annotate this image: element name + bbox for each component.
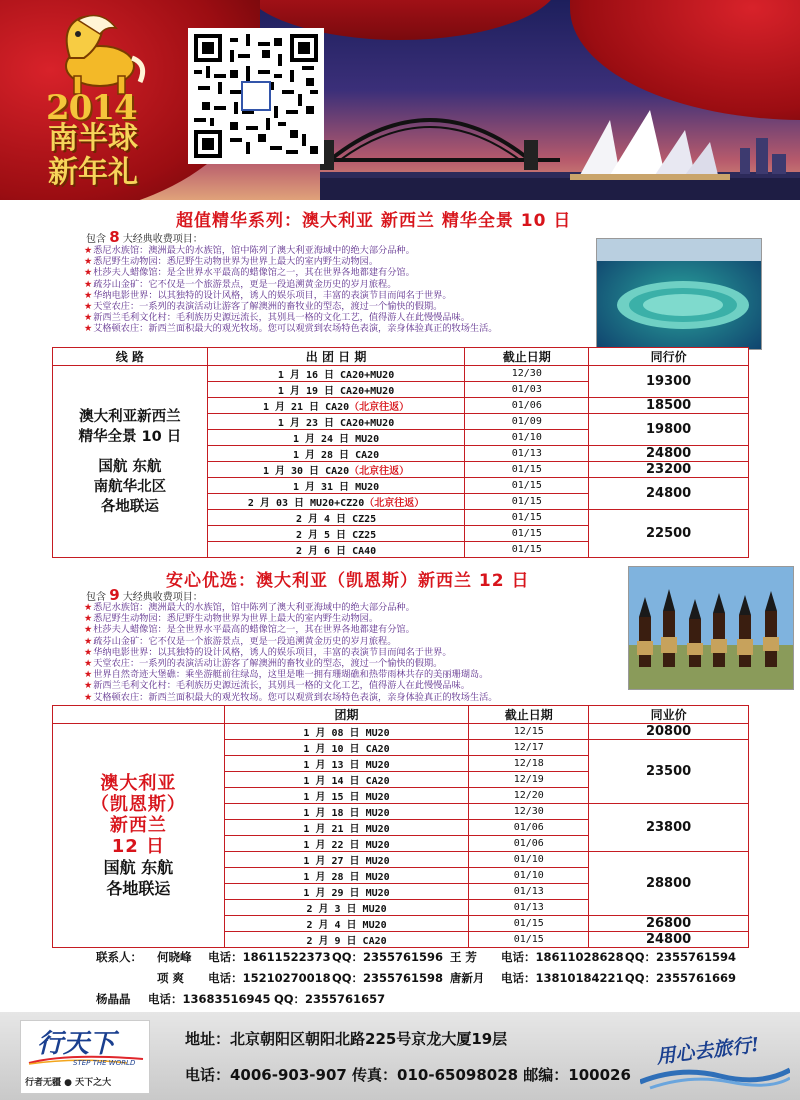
star-icon: ★ [84,278,93,290]
includes-count: 9 [109,586,120,604]
feature-item [84,680,498,691]
star-icon: ★ [84,301,93,313]
departure-cell [207,382,465,398]
feature-text: 艾格顿农庄：新西兰面积最大的观光牧场。您可以观赏到农场特色表演，亲身体验真正的牧场生活。 [93,691,498,703]
column-header-departure: 团期 [224,706,469,724]
price-cell: 26800 [589,916,749,932]
section1-title: 超值精华系列：澳大利亚 新西兰 精华全景 10 日 [176,211,572,231]
departure-cell: 1 月 14 日 CA20 [224,772,469,788]
contact-qq: QQ：2355761657 [274,992,386,1006]
departure-note: （北京往返） [349,466,410,477]
reef-photo [596,238,762,350]
feature-item [84,256,498,267]
feature-item [84,613,498,624]
column-header-route: 线 路 [53,348,208,366]
departure-cell: 1 月 28 日 MU20 [224,868,469,884]
departure-cell: 1 月 15 日 MU20 [224,788,469,804]
route-text: 各地联运 [106,878,171,898]
feature-text: 悉尼野生动物园：悉尼野生动物世界为世界上最大的室内野生动物园。 [93,613,379,625]
deadline-cell: 01/10 [469,868,589,884]
feature-text: 新西兰毛利文化村：毛利族历史源远流长，其别具一格的文化工艺，值得游人在此慢慢品味。 [93,680,470,692]
contact-phone: 电话：18611522373 [208,950,331,964]
feature-text: 天堂农庄：一系列的表演活动让游客了解澳洲的畜牧业的型态，渡过一个愉快的假期。 [93,301,443,313]
star-icon: ★ [84,323,93,335]
contact-name: 杨晶晶 [96,992,131,1006]
departure-cell [207,414,465,430]
departure-cell: 1 月 13 日 MU20 [224,756,469,772]
contact-name: 项 爽 [156,971,184,985]
star-icon: ★ [84,312,93,324]
departure-cell [207,494,465,510]
deadline-cell: 01/13 [469,884,589,900]
departure-cell [207,478,465,494]
feature-text: 华纳电影世界：以其独特的设计风格，诱人的娱乐项目，丰富的表演节目而闻名于世界。 [93,646,452,658]
deadline-cell: 12/17 [469,740,589,756]
feature-item [84,301,498,312]
contact-phone: 电话：13683516945 [148,992,271,1006]
departure-cell [207,366,465,382]
star-icon: ★ [84,680,93,692]
header-banner [0,0,800,200]
deadline-cell: 01/15 [469,932,589,948]
departure-cell [207,398,465,414]
price-cell: 23800 [589,804,749,852]
departure-note: （北京往返） [349,402,410,413]
route-text: 国航 东航 [98,458,162,475]
sydney-skyline-image [320,80,800,200]
tour-table-1 [52,347,749,558]
departure-date: 1 月 21 日 CA20 [262,402,350,413]
star-icon: ★ [84,635,93,647]
company-logo [20,1020,150,1094]
deadline-cell: 01/13 [465,446,589,462]
tour-table-2 [52,705,749,948]
feature-item [84,267,498,278]
contact-row [96,947,736,968]
column-header-deadline: 截止日期 [469,706,589,724]
departure-cell: 2 月 3 日 MU20 [224,900,469,916]
column-header-route-empty [53,706,225,724]
includes-count: 8 [109,228,120,246]
contact-qq: QQ：2355761669 [624,971,736,985]
includes-prefix: 包含 [86,592,106,603]
star-icon: ★ [84,646,93,658]
departure-date: 2 月 5 日 CZ25 [295,530,377,541]
star-icon: ★ [84,256,93,268]
star-icon: ★ [84,267,93,279]
feature-text: 杜莎夫人蜡像馆：是全世界水平最高的蜡像馆之一，其在世界各地都建有分馆。 [93,267,415,279]
feature-item [84,602,498,613]
feature-text: 悉尼水族馆：澳洲最大的水族馆，馆中陈列了澳大利亚海域中的绝大部分品种。 [93,602,415,613]
feature-item [84,323,498,334]
section1-includes [86,228,203,246]
deadline-cell: 01/15 [465,526,589,542]
company-phone: 电话：4006-903-907 传真：010-65098028 邮编：100026 [185,1066,631,1084]
deadline-cell: 12/18 [469,756,589,772]
includes-suffix: 大经典收费项目： [122,234,203,245]
departure-cell [207,446,465,462]
deadline-cell: 01/03 [465,382,589,398]
departure-cell [207,462,465,478]
route-cell [53,366,208,558]
horse-mascot-icon [40,8,150,98]
contact-label: 联系人： [96,950,142,964]
route-text: 12 日 [111,835,166,857]
price-cell: 24800 [589,932,749,948]
includes-prefix: 包含 [86,234,106,245]
feature-item [84,669,498,680]
star-icon: ★ [84,602,93,613]
contact-phone: 电话：13810184221 [501,971,624,985]
departure-date: 1 月 16 日 CA20+MU20 [277,370,395,381]
deadline-cell: 01/13 [469,900,589,916]
deadline-cell: 01/15 [465,542,589,558]
feature-text: 艾格顿农庄：新西兰面积最大的观光牧场。您可以观赏到农场特色表演，亲身体验真正的牧场生活。 [93,323,498,335]
star-icon: ★ [84,669,93,681]
feature-text: 疏芬山金矿：它不仅是一个旅游景点，更是一段追溯黄金历史的岁月旅程。 [93,278,397,290]
column-header-price: 同行价 [589,348,749,366]
deadline-cell: 12/30 [465,366,589,382]
price-cell: 20800 [589,724,749,740]
logo-text: 行天下 [37,1029,116,1059]
departure-note: （北京往返） [364,498,425,509]
departure-cell [207,430,465,446]
departure-cell: 1 月 08 日 MU20 [224,724,469,740]
feature-item [84,279,498,290]
contact-row [96,989,736,1010]
deadline-cell: 01/09 [465,414,589,430]
feature-text: 疏芬山金矿：它不仅是一个旅游景点，更是一段追溯黄金历史的岁月旅程。 [93,635,397,647]
feature-item [84,658,498,669]
price-cell: 28800 [589,852,749,916]
departure-cell: 1 月 22 日 MU20 [224,836,469,852]
route-text: 澳大利亚新西兰 [79,408,181,425]
departure-date: 1 月 30 日 CA20 [262,466,350,477]
contact-phone: 电话：15210270018 [208,971,331,985]
contact-name: 王 芳 [449,950,477,964]
deadline-cell: 01/15 [469,916,589,932]
price-cell: 23200 [589,462,749,478]
deadline-cell: 01/06 [465,398,589,414]
price-cell: 19800 [589,414,749,446]
section1-feature-list [84,245,498,335]
route-text: 澳大利亚 [100,772,177,794]
campaign-title-line1: 南半球 [48,121,138,156]
departure-cell: 1 月 29 日 MU20 [224,884,469,900]
price-cell: 24800 [589,446,749,462]
departure-cell [207,542,465,558]
deadline-cell: 01/15 [465,462,589,478]
departure-date: 1 月 24 日 MU20 [292,434,380,445]
route-text: 南航华北区 [93,478,167,495]
star-icon: ★ [84,245,93,256]
feature-text: 新西兰毛利文化村：毛利族历史源远流长，其别具一格的文化工艺，值得游人在此慢慢品味。 [93,312,470,324]
feature-text: 华纳电影世界：以其独特的设计风格，诱人的娱乐项目，丰富的表演节目而闻名于世界。 [93,289,452,301]
includes-suffix: 大经典收费项目： [122,592,203,603]
tribal-dancers-photo [628,566,794,690]
price-cell: 18500 [589,398,749,414]
departure-cell: 2 月 9 日 CA20 [224,932,469,948]
table-row [53,724,749,740]
feature-text: 杜莎夫人蜡像馆：是全世界水平最高的蜡像馆之一，其在世界各地都建有分馆。 [93,624,415,636]
feature-item [84,636,498,647]
column-header-deadline: 截止日期 [465,348,589,366]
star-icon: ★ [84,624,93,636]
deadline-cell: 12/15 [469,724,589,740]
departure-date: 2 月 4 日 CZ25 [295,514,377,525]
company-address: 地址：北京朝阳区朝阳北路225号京龙大厦19层 [185,1030,508,1048]
departure-date: 2 月 6 日 CA40 [295,546,377,557]
deadline-cell: 01/15 [465,478,589,494]
deadline-cell: 12/20 [469,788,589,804]
contact-name: 何晓峰 [156,950,192,964]
route-text: 新西兰 [109,814,167,836]
feature-item [84,647,498,658]
deadline-cell: 01/10 [469,852,589,868]
feature-item [84,692,498,703]
contact-name: 唐新月 [449,971,485,985]
route-text: 精华全景 10 日 [78,428,182,445]
star-icon: ★ [84,691,93,703]
feature-text: 世界自然奇迹大堡礁：乘坐游艇前往绿岛，这里是唯一拥有珊瑚礁和热带雨林共存的美丽珊瑚岛。 [93,669,489,681]
departure-cell: 1 月 18 日 MU20 [224,804,469,820]
deadline-cell: 01/15 [465,494,589,510]
feature-text: 悉尼野生动物园：悉尼野生动物世界为世界上最大的室内野生动物园。 [93,256,379,268]
contact-qq: QQ：2355761594 [624,950,736,964]
departure-date: 1 月 31 日 MU20 [292,482,380,493]
departure-date: 1 月 28 日 CA20 [292,450,380,461]
departure-cell: 1 月 10 日 CA20 [224,740,469,756]
qr-code-image [188,28,324,164]
campaign-title-line2: 新年礼 [48,155,138,190]
year-title: 2014 [46,88,137,128]
departure-cell: 2 月 4 日 MU20 [224,916,469,932]
deadline-cell: 01/15 [465,510,589,526]
contact-row [96,968,736,989]
deadline-cell: 01/10 [465,430,589,446]
column-header-price: 同业价 [589,706,749,724]
column-header-departure: 出 团 日 期 [207,348,465,366]
feature-text: 天堂农庄：一系列的表演活动让游客了解澳洲的畜牧业的型态，渡过一个愉快的假期。 [93,658,443,670]
price-cell: 23500 [589,740,749,804]
departure-cell [207,510,465,526]
feature-item [84,312,498,323]
price-cell: 19300 [589,366,749,398]
star-icon: ★ [84,289,93,301]
contact-qq: QQ：2355761598 [331,971,444,985]
wave-icon [640,1060,790,1090]
star-icon: ★ [84,658,93,670]
brand-slogan: 用心去旅行! [655,1033,761,1069]
contact-qq: QQ：2355761596 [331,950,444,964]
departure-date: 1 月 23 日 CA20+MU20 [277,418,395,429]
feature-item [84,290,498,301]
deadline-cell: 12/30 [469,804,589,820]
deadline-cell: 12/19 [469,772,589,788]
star-icon: ★ [84,613,93,625]
logo-slogan: 行者无疆 ● 天下之大 [25,1078,112,1088]
contact-list [96,947,736,1010]
route-cell [53,724,225,948]
section2-feature-list [84,602,498,703]
feature-text: 悉尼水族馆：澳洲最大的水族馆，馆中陈列了澳大利亚海域中的绝大部分品种。 [93,245,415,256]
departure-date: 1 月 19 日 CA20+MU20 [277,386,395,397]
contact-phone: 电话：18611028628 [501,950,624,964]
route-text: （凯恩斯） [90,793,186,815]
deadline-cell: 01/06 [469,836,589,852]
logo-english: STEP THE WORLD [73,1059,136,1067]
deadline-cell: 01/06 [469,820,589,836]
departure-cell: 1 月 27 日 MU20 [224,852,469,868]
route-text: 各地联运 [100,498,159,515]
table-row [53,366,749,382]
departure-cell: 1 月 21 日 MU20 [224,820,469,836]
price-cell: 24800 [589,478,749,510]
section2-title: 安心优选：澳大利亚（凯恩斯）新西兰 12 日 [166,571,530,591]
price-cell: 22500 [589,510,749,558]
route-text: 国航 东航 [103,857,174,877]
departure-date: 2 月 03 日 MU20+CZ20 [247,498,365,509]
campaign-title [48,122,138,190]
departure-cell [207,526,465,542]
feature-item [84,624,498,635]
feature-item [84,245,498,256]
